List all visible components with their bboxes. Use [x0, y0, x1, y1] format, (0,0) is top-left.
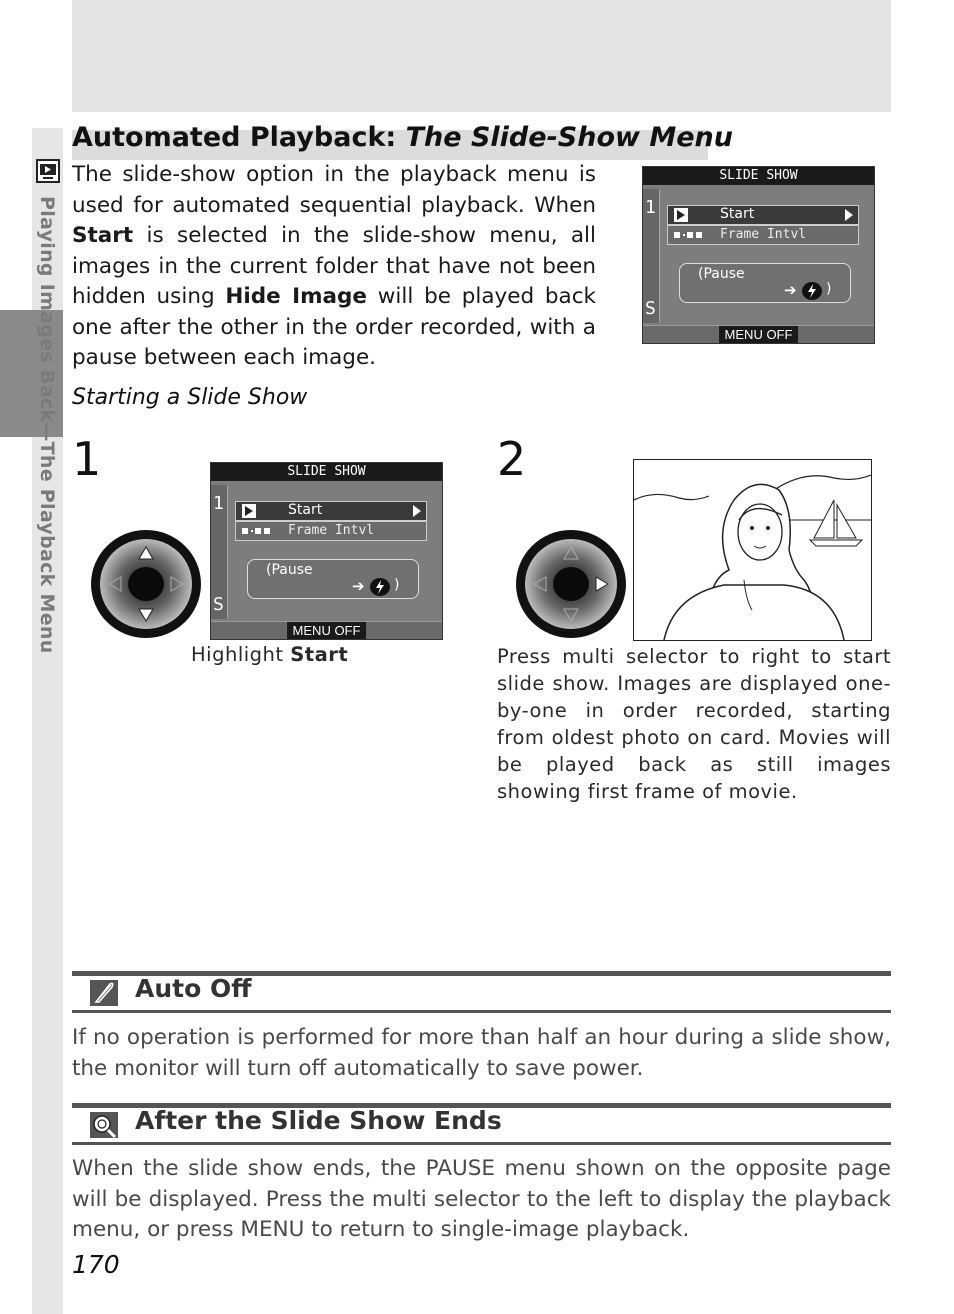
menu-off-label: MENU OFF: [719, 326, 799, 343]
menu-item-start-label: Start: [720, 206, 755, 222]
pause-close: ): [394, 577, 400, 593]
step2-description: Press multi selector to right to start slide show. Images are displayed one-by-one in order recorded, starting from oldest photo on card. Movies will be played back as still images showing first frame of movie.: [497, 645, 891, 803]
screen-side-tab: [211, 485, 228, 619]
menu-button-label: MENU: [240, 1217, 305, 1242]
step1-menu-screen: [210, 462, 443, 640]
note-after-text-2: to return to single-image playback.: [304, 1217, 690, 1242]
step-number-2: 2: [497, 432, 527, 486]
note-after-text-1: When the slide show ends, the PAUSE menu shown on the opposite page will be displayed. Press the multi selector to the left to display the playback menu, or press: [72, 1156, 891, 1242]
screen-tab-number: 1: [213, 493, 224, 514]
step1-caption: [191, 643, 348, 666]
pause-close: ): [826, 281, 832, 297]
play-icon: [242, 504, 256, 518]
menu-item-frame-intvl: [235, 521, 427, 541]
intro-bold-hide-image: Hide Image: [225, 284, 368, 309]
note-heading-after: After the Slide Show Ends: [135, 1106, 502, 1135]
multi-selector-right-icon: [515, 529, 627, 639]
screen-side-tab: [643, 189, 660, 323]
screen-title: SLIDE SHOW: [211, 463, 442, 481]
intro-text-1: The slide-show option in the playback menu is used for automated sequential playback. When: [72, 162, 596, 218]
header-gray-block: [72, 0, 891, 112]
menu-off-label: MENU OFF: [287, 622, 367, 639]
intro-paragraph: [72, 160, 596, 374]
multi-selector-icon: [90, 529, 202, 639]
note-body-after: [72, 1154, 891, 1246]
frame-interval-icon: [242, 528, 270, 534]
subheading: Starting a Slide Show: [72, 385, 308, 410]
arrow-icon: ➔: [784, 281, 797, 299]
slide-show-menu-screen: [642, 166, 875, 344]
arrow-icon: ➔: [352, 577, 365, 595]
menu-item-frame-intvl: [667, 225, 859, 245]
intro-text-2: is selected in the slide-show menu, all images in the current folder that have not been hidden using: [72, 223, 596, 309]
arrow-right-icon: [844, 209, 854, 221]
pause-label: (Pause: [266, 562, 313, 578]
pause-label: (Pause: [698, 266, 745, 282]
note-body-auto-off: If no operation is performed for more than half an hour during a slide show, the monitor will turn off automatically to save power.: [72, 1025, 891, 1081]
menu-item-frame-label: Frame Intvl: [720, 227, 807, 242]
pencil-note-icon: [90, 980, 118, 1006]
play-icon: [674, 208, 688, 222]
page-title: [72, 122, 733, 153]
screen-tab-letter: S: [645, 298, 656, 319]
screen-title: SLIDE SHOW: [643, 167, 874, 185]
step-number-1: 1: [72, 432, 102, 486]
step1-caption-text: Highlight: [191, 643, 291, 666]
note-rule-bottom: [72, 1142, 891, 1145]
screen-tab-number: 1: [645, 197, 656, 218]
page-title-main: Automated Playback:: [72, 122, 406, 153]
intro-bold-start: Start: [72, 223, 134, 248]
menu-item-start: [235, 501, 427, 521]
slide-show-photo: [633, 459, 872, 641]
page-title-italic: The Slide-Show Menu: [405, 122, 733, 153]
arrow-right-icon: [412, 505, 422, 517]
flash-button-icon: [802, 282, 822, 300]
screen-tab-letter: S: [213, 594, 224, 615]
pause-hint: [247, 559, 419, 599]
chapter-label: Playing Images Back—The Playback Menu: [36, 196, 58, 654]
frame-interval-icon: [674, 232, 702, 238]
playback-icon: [35, 158, 61, 184]
pause-hint: [679, 263, 851, 303]
step1-caption-bold: Start: [290, 643, 349, 666]
note-rule-bottom: [72, 1010, 891, 1013]
menu-item-start: [667, 205, 859, 225]
note-heading-auto-off: Auto Off: [135, 974, 252, 1003]
page-number: 170: [72, 1250, 120, 1279]
flash-button-icon: [370, 578, 390, 596]
magnifier-tip-icon: [90, 1112, 118, 1138]
intro-text-3: will be played back one after the other in the order recorded, with a pause between each image.: [72, 284, 596, 370]
menu-item-start-label: Start: [288, 502, 323, 518]
menu-item-frame-label: Frame Intvl: [288, 523, 375, 538]
